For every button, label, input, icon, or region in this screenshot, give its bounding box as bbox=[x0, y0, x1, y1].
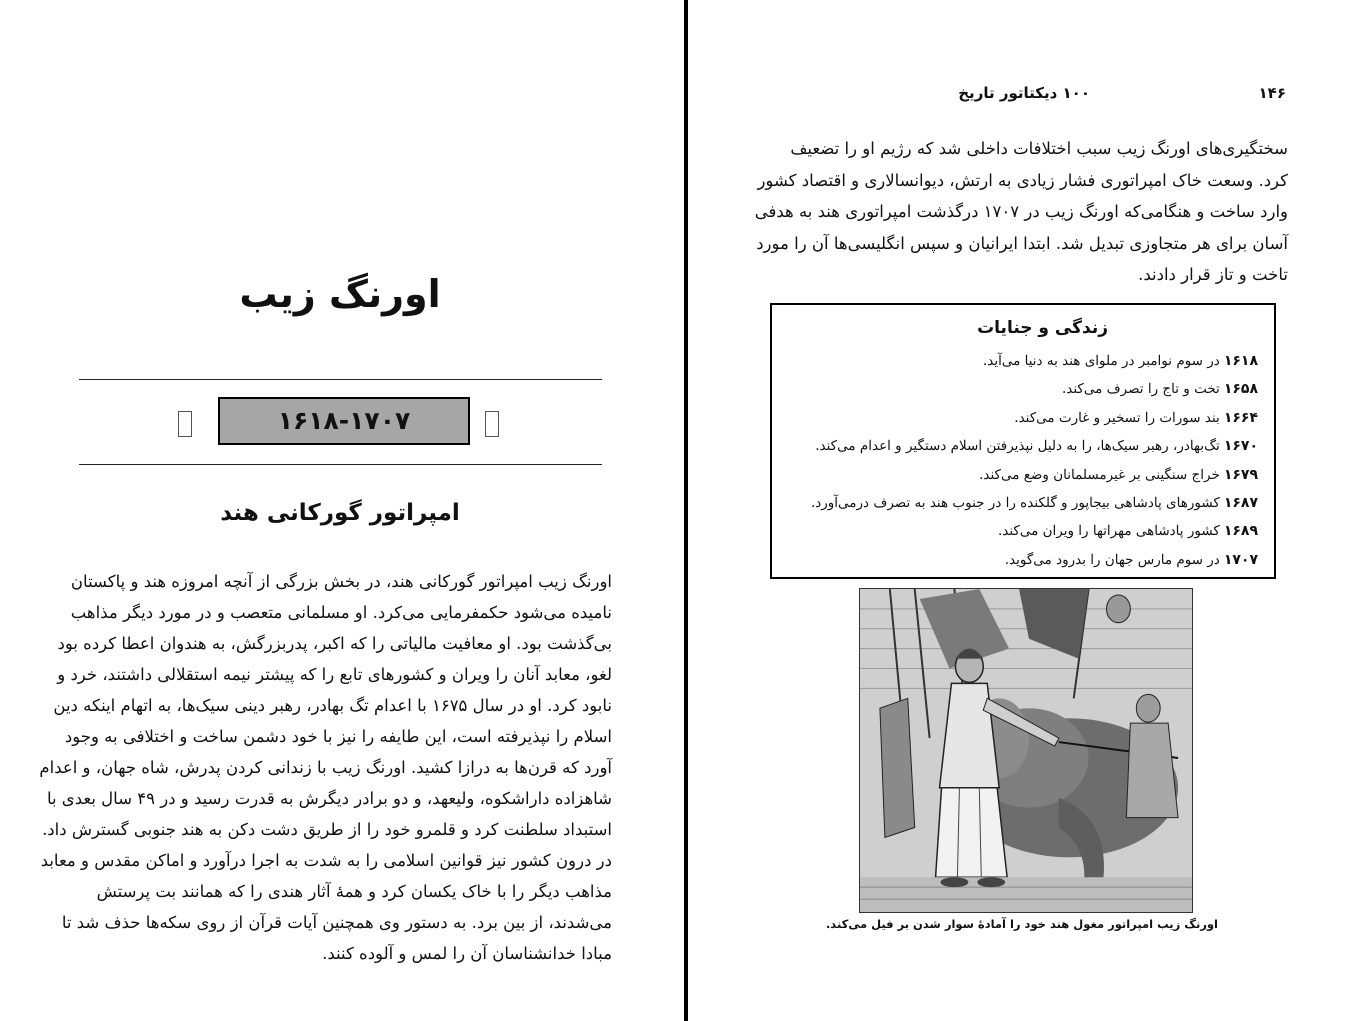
timeline-text: کشور پادشاهی مهراتها را ویران می‌کند. bbox=[997, 523, 1220, 540]
timeline-year: ۱۶۵۸ bbox=[1223, 381, 1258, 398]
timeline-year: ۱۶۱۸ bbox=[1223, 353, 1258, 369]
timeline-text: در سوم مارس جهان را بدرود می‌گوید. bbox=[1004, 551, 1220, 568]
body-line: نابود کرد. او در سال ۱۶۷۵ با اعدام تگ بهادر، رهبر دینی سیک‌ها، به اتهام اینکه دین bbox=[53, 696, 612, 715]
timeline-item bbox=[782, 404, 1258, 432]
timeline-text: در سوم نوامبر در ملوای هند به دنیا می‌آید. bbox=[982, 353, 1220, 369]
timeline-year: ۱۶۸۷ bbox=[1223, 495, 1258, 512]
body-line: بی‌گذشت بود. او معافیت مالیاتی را که اکبر، پدربزرگش، به هندوان اعطا کرده بود bbox=[57, 634, 612, 653]
intro-line: آسان برای هر متجاوزی تبدیل شد. ابتدا ایرانیان و سپس انگلیسی‌ها آن را مورد bbox=[756, 233, 1288, 253]
intro-paragraph bbox=[754, 133, 1288, 291]
timeline-title: زندگی و جنایات bbox=[977, 318, 1108, 338]
timeline-item bbox=[782, 461, 1258, 489]
intro-line: وارد ساخت و هنگامی‌که اورنگ زیب در ۱۷۰۷ درگذشت امپراتوری هند به هدفی bbox=[754, 202, 1288, 221]
timeline-text: تگ‌بهادر، رهبر سیک‌ها، را به دلیل نپذیرفتن اسلام دستگیر و اعدام می‌کند. bbox=[815, 438, 1220, 455]
intro-line: تاخت و تاز قرار دادند. bbox=[1138, 265, 1288, 284]
timeline-year: ۱۶۸۹ bbox=[1223, 523, 1258, 540]
timeline-list bbox=[782, 347, 1258, 574]
timeline-text: تخت و تاج را تصرف می‌کند. bbox=[1061, 381, 1220, 398]
body-line: شاهزاده داراشکوه، ولیعهد، و دو برادر دیگرش به قدرت رسید و در ۴۹ سال بعدی با bbox=[46, 789, 612, 808]
running-header bbox=[689, 84, 1286, 112]
timeline-year: ۱۶۶۴ bbox=[1223, 409, 1258, 426]
timeline-item bbox=[782, 432, 1258, 460]
book-title: ۱۰۰ دیکتاتور تاریخ bbox=[958, 84, 1090, 102]
timeline-text: کشورهای پادشاهی بیجاپور و گلکنده را در جنوب هند به تصرف درمی‌آورد. bbox=[810, 495, 1220, 512]
timeline-item bbox=[782, 375, 1258, 403]
body-line: مبادا خدانشناسان آن را لمس و آلوده کنند. bbox=[322, 944, 612, 963]
body-line: آورد که قرن‌ها به درازا کشید. اورنگ زیب با زندانی کردن پدرش، شاه جهان، و اعدام bbox=[39, 758, 612, 777]
engraving-illustration bbox=[859, 588, 1193, 913]
emperor-elephant-engraving bbox=[860, 589, 1192, 912]
left-page bbox=[0, 0, 684, 1021]
timeline-item bbox=[782, 546, 1258, 574]
timeline-item bbox=[782, 517, 1258, 545]
body-line: می‌شدند، از بین برد. به دستور وی همچنین آیات قرآن از روی سکه‌ها حذف شد تا bbox=[61, 913, 612, 932]
body-paragraph bbox=[39, 566, 612, 969]
divider-top bbox=[79, 379, 602, 380]
body-line: در درون کشور نیز قوانین اسلامی را به شدت به اجرا درآورد و اماکن مقدس و معابد bbox=[40, 851, 612, 870]
body-line: لغو، معابد آنان را ویران و کشورهای تابع را که پیشتر نیمه استقلالی داشتند، خرد و bbox=[57, 665, 612, 684]
timeline-item bbox=[782, 347, 1258, 375]
divider-bottom bbox=[79, 464, 602, 465]
bracket-right-icon bbox=[485, 411, 499, 437]
timeline-item bbox=[782, 489, 1258, 517]
timeline-text: خراج سنگینی بر غیرمسلمانان وضع می‌کند. bbox=[979, 466, 1220, 483]
body-line: اسلام را نپذیرفته است، این طایفه را نیز با خود دشمن ساخت و اختلافی به وجود bbox=[64, 727, 612, 746]
page-number: ۱۴۶ bbox=[1258, 84, 1286, 102]
body-line: مذاهب دیگر را با خاک یکسان کرد و همهٔ آثار هندی را که همانند بت پرستش bbox=[96, 882, 612, 901]
timeline-year: ۱۶۷۰ bbox=[1223, 438, 1258, 455]
illustration-caption: اورنگ زیب امپراتور مغول هند خود را آمادهٔ سوار شدن بر فیل می‌کند. bbox=[825, 917, 1218, 931]
body-line: استبداد سلطنت کرد و قلمرو خود را از طریق دشت دکن به هند جنوبی گسترش داد. bbox=[42, 820, 612, 839]
timeline-year: ۱۶۷۹ bbox=[1223, 466, 1258, 483]
body-line: نامیده می‌شود حکمفرمایی می‌کرد. او مسلمانی متعصب و در مورد دیگر مذاهب bbox=[70, 603, 612, 622]
timeline-text: بند سورات را تسخیر و غارت می‌کند. bbox=[1014, 409, 1220, 426]
intro-line: سختگیری‌های اورنگ زیب سبب اختلافات داخلی شد که رژیم او را تضعیف bbox=[790, 139, 1288, 158]
years-box: ۱۶۱۸-۱۷۰۷ bbox=[218, 397, 470, 445]
body-line: اورنگ زیب امپراتور گورکانی هند، در بخش بزرگی از آنچه امروزه هند و پاکستان bbox=[70, 572, 612, 591]
timeline-year: ۱۷۰۷ bbox=[1223, 551, 1258, 568]
bracket-left-icon bbox=[178, 411, 192, 437]
timeline-box bbox=[770, 303, 1276, 579]
intro-line: کرد. وسعت خاک امپراتوری فشار زیادی به ارتش، دیوانسالاری و اقتصاد کشور bbox=[757, 170, 1288, 190]
chapter-title: اورنگ زیب bbox=[239, 272, 441, 316]
section-heading: امپراتور گورکانی هند bbox=[220, 500, 460, 526]
right-page bbox=[688, 0, 1371, 1021]
